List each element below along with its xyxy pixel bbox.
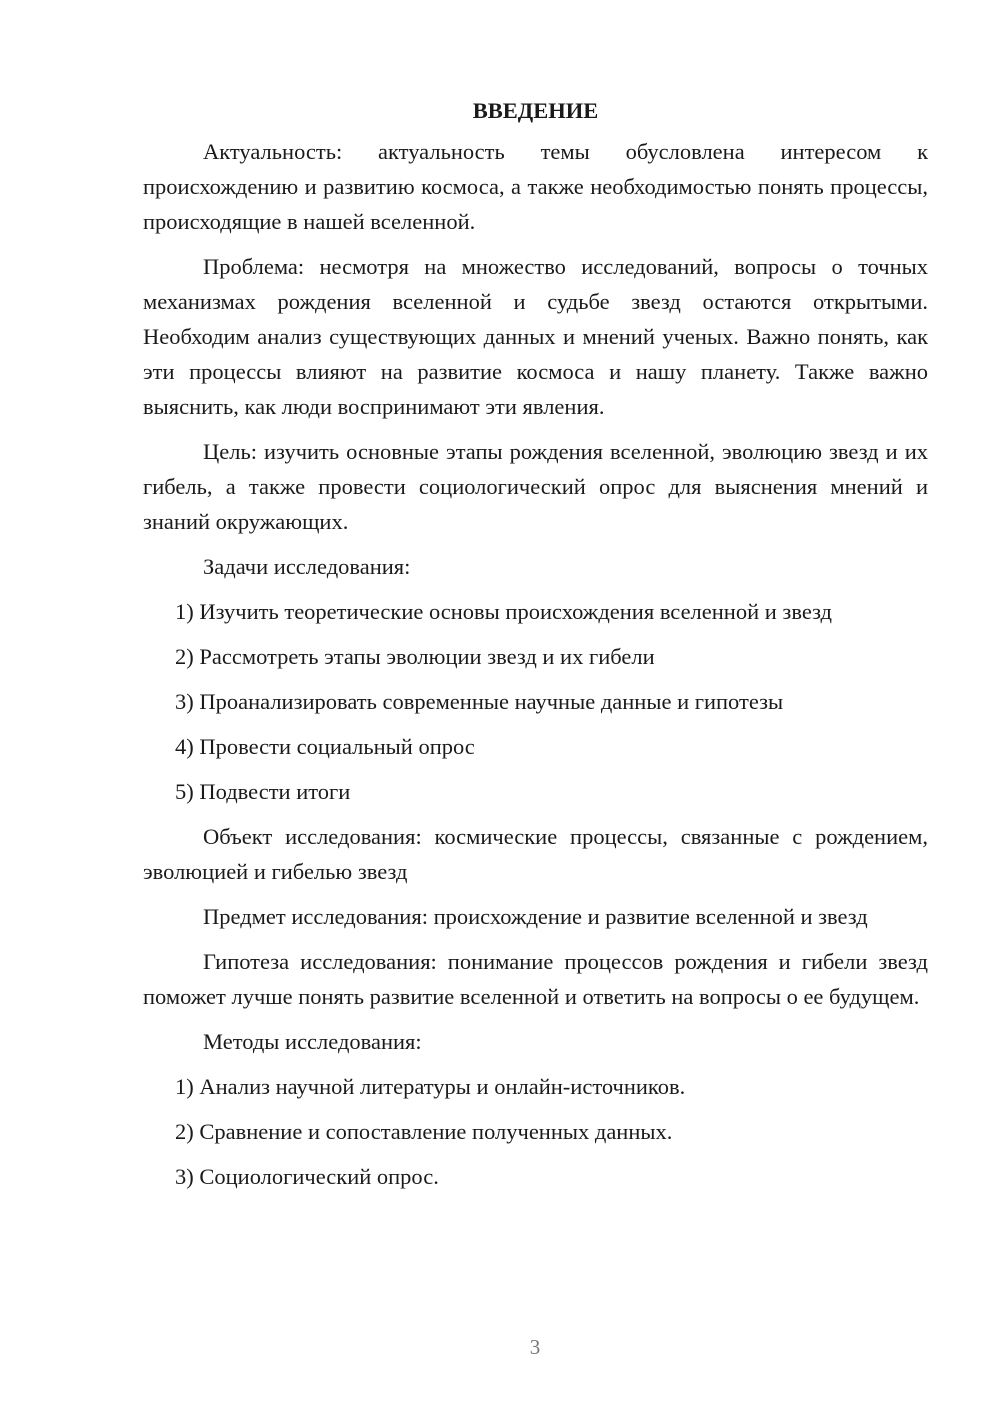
method-item-3: 3) Социологический опрос.: [175, 1164, 439, 1189]
task-item-1: 1) Изучить теоретические основы происхождения вселенной и звезд: [175, 599, 833, 624]
methods-list: [143, 1069, 928, 1194]
methods-heading: Методы исследования:: [203, 1029, 422, 1054]
subject-paragraph: Предмет исследования: происхождение и развитие вселенной и звезд: [203, 904, 868, 929]
task-item-3: 3) Проанализировать современные научные данные и гипотезы: [175, 689, 784, 714]
task-item-2: 2) Рассмотреть этапы эволюции звезд и их гибели: [175, 644, 655, 669]
tasks-list: [143, 594, 928, 809]
problem-paragraph: Проблема: несмотря на множество исследований, вопросы о точных механизмах рождения вселенной и судьбе звезд остаются открытыми. Необходим анализ существующих данных и мнений ученых. Важно понять, как эти процессы влияют на развитие космоса и нашу планету. Также важно выяснить, как люди воспринимают эти явления.: [143, 254, 928, 419]
relevance-paragraph: Актуальность: актуальность темы обусловлена интересом к происхождению и развитию космоса, а также необходимостью понять процессы, происходящие в нашей вселенной.: [143, 139, 928, 234]
task-item-5: 5) Подвести итоги: [175, 779, 351, 804]
document-page: [143, 94, 928, 1204]
page-number: 3: [529, 1335, 541, 1359]
task-item-4: 4) Провести социальный опрос: [175, 734, 475, 759]
page-title: ВВЕДЕНИЕ: [472, 98, 599, 123]
tasks-heading: Задачи исследования:: [203, 554, 411, 579]
method-item-1: 1) Анализ научной литературы и онлайн-источников.: [175, 1074, 686, 1099]
hypothesis-paragraph: Гипотеза исследования: понимание процессов рождения и гибели звезд поможет лучше понять развитие вселенной и ответить на вопросы о ее будущем.: [143, 949, 928, 1009]
object-paragraph: Объект исследования: космические процессы, связанные с рождением, эволюцией и гибелью звезд: [143, 824, 928, 884]
method-item-2: 2) Сравнение и сопоставление полученных данных.: [175, 1119, 673, 1144]
goal-paragraph: Цель: изучить основные этапы рождения вселенной, эволюцию звезд и их гибель, а также провести социологический опрос для выяснения мнений и знаний окружающих.: [143, 439, 928, 534]
